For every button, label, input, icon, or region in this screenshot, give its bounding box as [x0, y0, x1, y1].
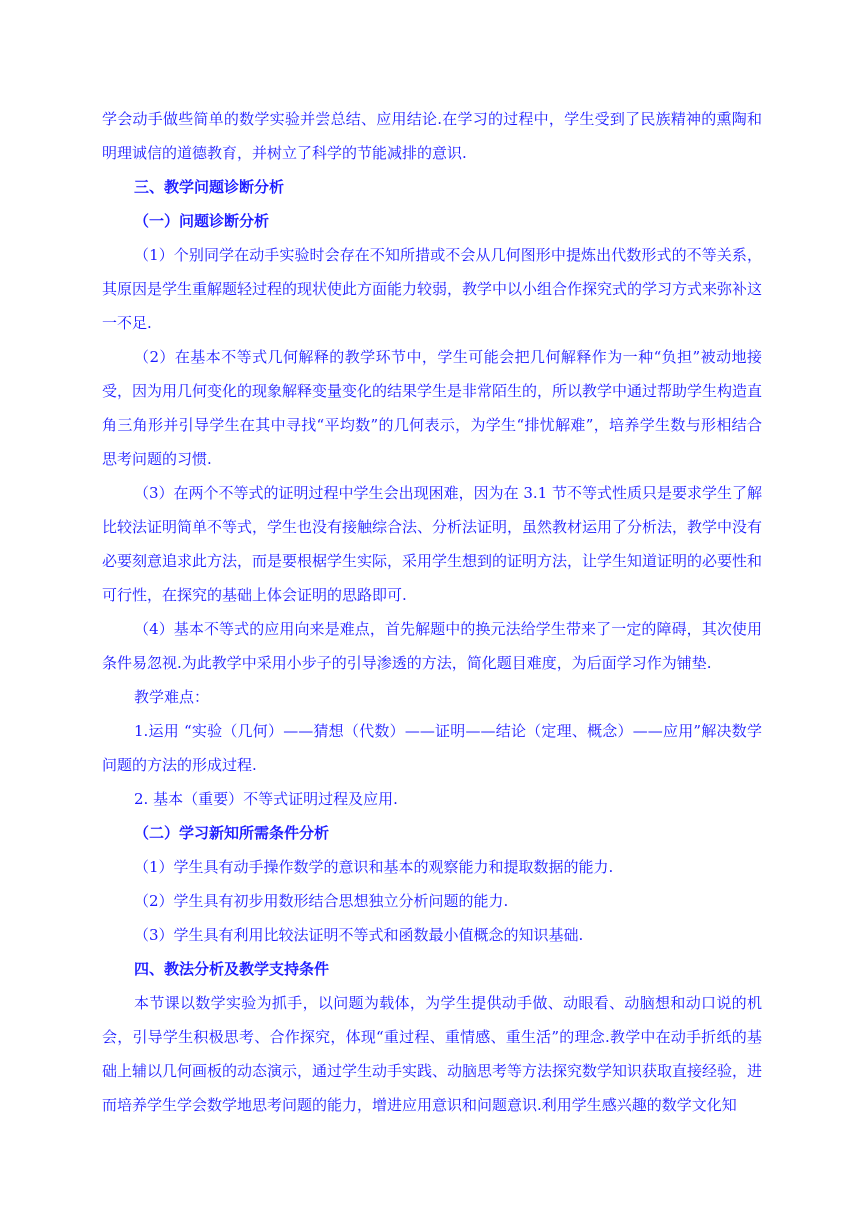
- paragraph-teaching-method: 本节课以数学实验为抓手，以问题为载体，为学生提供动手做、动眼看、动脑想和动口说的机会，引导学生积极思考、合作探究，体现“重过程、重情感、重生活”的理念.教学中在动手折纸的基础上辅以几何画板的动态演示，通过学生动手实践、动脑思考等方法探究数学知识获取直接经验，进而培养学生学会数学地思考问题的能力，增进应用意识和问题意识.利用学生感兴趣的数学文化知: [102, 994, 763, 1114]
- paragraph-diagnosis-1: （1）个别同学在动手实验时会存在不知所措或不会从几何图形中提炼出代数形式的不等关系，其原因是学生重解题轻过程的现状使此方面能力较弱，教学中以小组合作探究式的学习方式来弥补这一不足.: [102, 246, 763, 332]
- paragraph-intro: 学会动手做些简单的数学实验并尝总结、应用结论.在学习的过程中，学生受到了民族精神的熏陶和明理诚信的道德教育，并树立了科学的节能减排的意识.: [102, 110, 762, 162]
- paragraph-diagnosis-4: （4）基本不等式的应用向来是难点，首先解题中的换元法给学生带来了一定的障碍，其次使用条件易忽视.为此教学中采用小步子的引导渗透的方法，简化题目难度，为后面学习作为铺垫.: [102, 620, 762, 672]
- paragraph-difficulty-2: 2. 基本（重要）不等式证明过程及应用.: [134, 790, 398, 808]
- paragraph-condition-1: （1）学生具有动手操作数学的意识和基本的观察能力和提取数据的能力.: [134, 858, 614, 876]
- subsection-heading-problem-diagnosis: （一）问题诊断分析: [134, 212, 270, 230]
- subsection-heading-conditions: （二）学习新知所需条件分析: [134, 824, 330, 842]
- paragraph-condition-3: （3）学生具有利用比较法证明不等式和函数最小值概念的知识基础.: [134, 926, 584, 944]
- section-heading-4: 四、教法分析及教学支持条件: [134, 960, 330, 978]
- section-heading-3: 三、教学问题诊断分析: [134, 178, 285, 196]
- paragraph-difficulty-label: 教学难点：: [134, 688, 210, 706]
- paragraph-difficulty-1: 1.运用 “实验（几何）——猜想（代数）——证明——结论（定理、概念）——应用”解决数学问题的方法的形成过程.: [102, 722, 762, 774]
- document-body: [102, 102, 762, 1122]
- paragraph-condition-2: （2）学生具有初步用数形结合思想独立分析问题的能力.: [134, 892, 509, 910]
- paragraph-diagnosis-3: （3）在两个不等式的证明过程中学生会出现困难，因为在 3.1 节不等式性质只是要求学生了解比较法证明简单不等式，学生也没有接触综合法、分析法证明，虽然教材运用了分析法，教学中没有必要刻意追求此方法，而是要根椐学生实际，采用学生想到的证明方法，让学生知道证明的必要性和可行性，在探究的基础上体会证明的思路即可.: [102, 484, 763, 604]
- paragraph-diagnosis-2: （2）在基本不等式几何解释的教学环节中，学生可能会把几何解释作为一种“负担”被动地接受，因为用几何变化的现象解释变量变化的结果学生是非常陌生的，所以教学中通过帮助学生构造直角三角形并引导学生在其中寻找“平均数”的几何表示，为学生“排忧解难”，培养学生数与形相结合思考问题的习惯.: [102, 348, 763, 468]
